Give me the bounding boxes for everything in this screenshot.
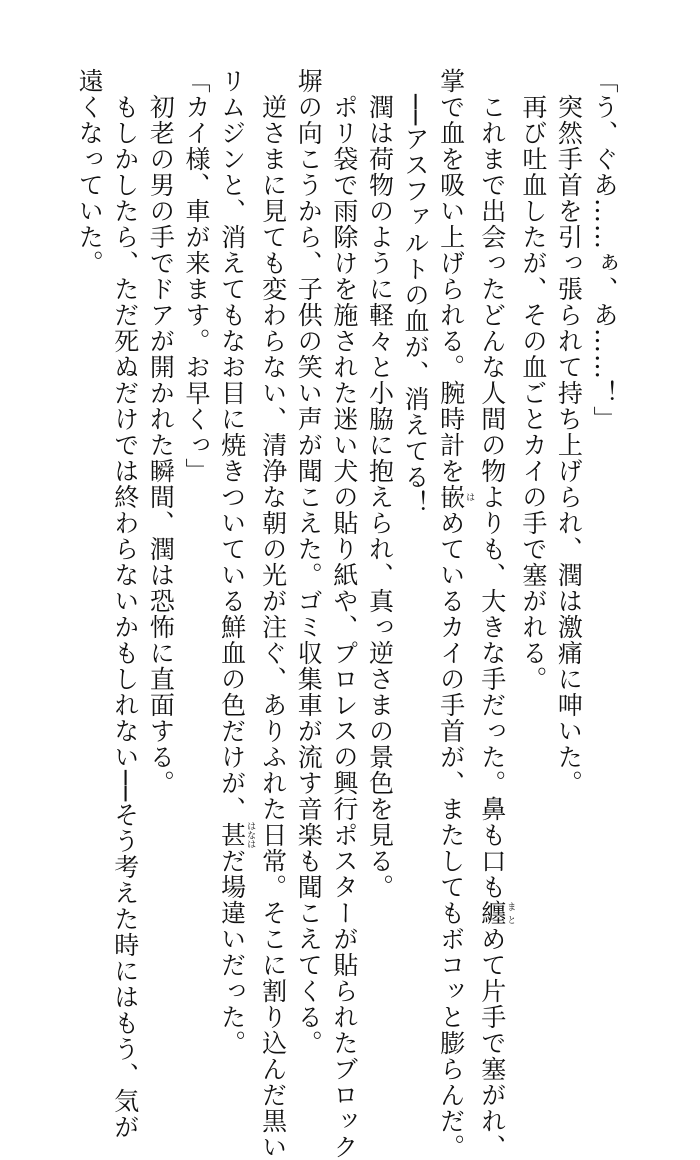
text-line-4-tail: めて片手で塞がれ、 <box>477 926 507 1160</box>
text-line-5 <box>433 68 475 1160</box>
text-line-12: 「カイ様、車が来ます。お早くっ」 <box>181 68 211 484</box>
text-line-4-main: これまで出会ったどんな人間の物よりも、大きな手だった。鼻も口も <box>477 68 507 900</box>
ruby-matoi-reading: まと <box>505 900 516 926</box>
text-line-11 <box>214 68 256 1056</box>
text-line-9: 塀の向こうから、子供の笑い声が聞こえた。ゴミ収集車が流す音楽も聞こえてくる。 <box>294 68 324 1056</box>
ruby-matoi <box>477 900 516 926</box>
text-line-10: 逆さまに見ても変わらない、清浄な朝の光が注ぐ、ありふれた日常。そこに割り込んだ黒い <box>258 68 288 1160</box>
text-line-14: もしかしたら、ただ死ぬだけでは終わらないかもしれない──そう考えた時にはもう、気が <box>110 68 140 1141</box>
text-line-5-tail: めているカイの手首が、またしてもボコッと膨らんだ。 <box>436 510 466 1160</box>
text-line-15: 遠くなっていた。 <box>75 68 105 276</box>
ruby-hanahada-reading: はなは <box>245 821 256 849</box>
text-line-5-main: 掌で血を吸い上げられる。腕時計を <box>436 68 466 484</box>
ruby-hanahada <box>217 821 256 849</box>
text-line-6: ──アスファルトの血が、消えてる！ <box>401 68 431 517</box>
text-line-1: 「う、ぐあ……ぁ、あ……！」 <box>590 68 619 432</box>
ruby-hame <box>436 484 475 510</box>
text-line-11-main: リムジンと、消えてもなお目に焼きついている鮮血の色だけが、 <box>217 68 247 822</box>
text-line-3: 再び吐血したが、その血ごとカイの手で塞がれる。 <box>518 68 548 692</box>
text-line-11-tail: だ場違いだった。 <box>217 848 247 1056</box>
ruby-hame-base: 嵌 <box>436 484 466 510</box>
vertical-text-block <box>72 68 622 1160</box>
text-line-4 <box>474 68 516 1160</box>
ruby-hanahada-base: 甚 <box>217 821 247 849</box>
text-line-7: 潤は荷物のように軽々と小脇に抱えられ、真っ逆さまの景色を見る。 <box>365 68 395 900</box>
ruby-matoi-base: 纏 <box>477 900 507 926</box>
text-line-8: ポリ袋で雨除けを施された迷い犬の貼り紙や、プロレスの興行ポスターが貼られたブロック <box>329 68 359 1160</box>
ruby-hame-reading: は <box>464 484 475 510</box>
text-line-2: 突然手首を引っ張られて持ち上げられ、潤は激痛に呻いた。 <box>554 68 584 796</box>
text-line-13: 初老の男の手でドアが開かれた瞬間、潤は恐怖に直面する。 <box>146 68 176 796</box>
